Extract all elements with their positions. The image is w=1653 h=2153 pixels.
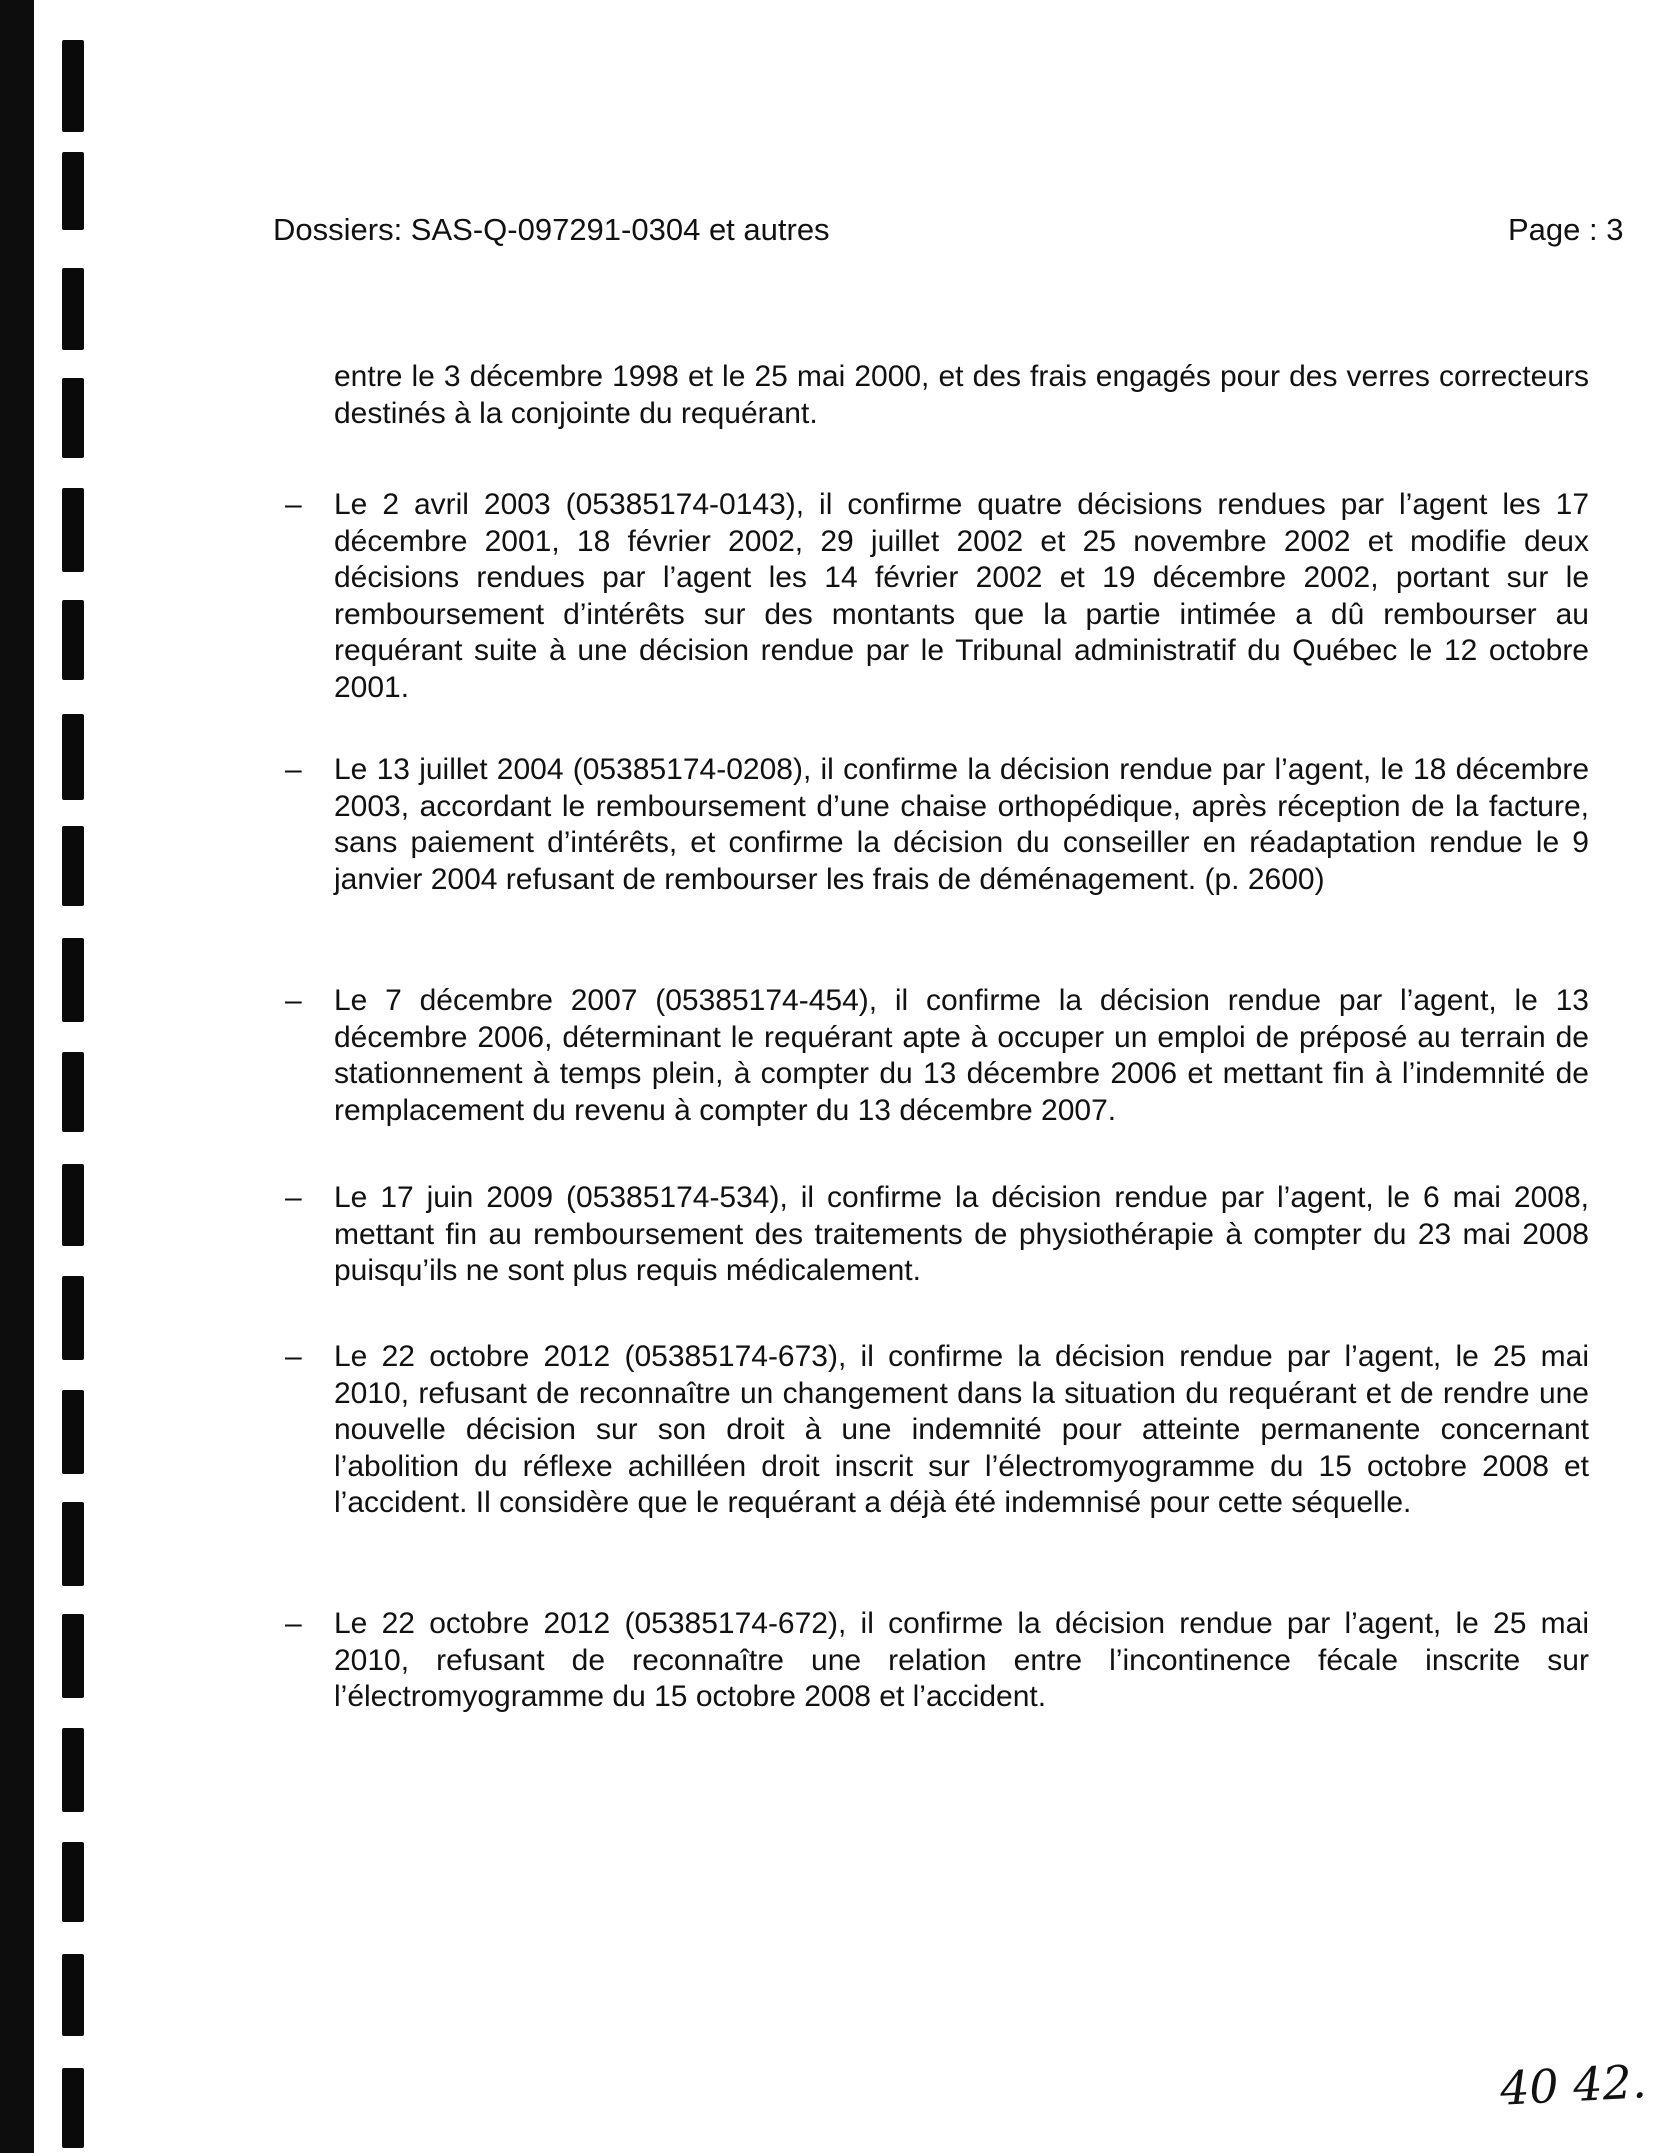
dossier-reference: Dossiers: SAS-Q-097291-0304 et autres xyxy=(273,212,830,247)
list-item-text: Le 13 juillet 2004 (05385174-0208), il confirme la décision rendue par l’agent, le 18 décembre 2003, accordant le remboursement d’une chaise orthopédique, après réception de la facture, sans paiement d’intérêts, et confirme la décision du conseiller en réadaptation rendue le 9 janvier 2004 refusant de rembourser les frais de déménagement. (p. 2600) xyxy=(334,753,1589,896)
punch-mark xyxy=(62,1842,84,1922)
punch-mark xyxy=(62,1728,84,1812)
list-bullet: – xyxy=(285,753,302,786)
punch-mark xyxy=(62,1502,84,1586)
continuation-paragraph: entre le 3 décembre 1998 et le 25 mai 2000, et des frais engagés pour des verres correcteurs destinés à la conjointe du requérant. xyxy=(334,360,1589,430)
list-bullet: – xyxy=(285,1340,302,1373)
punch-mark xyxy=(62,600,84,680)
punch-mark xyxy=(62,378,84,458)
list-bullet: – xyxy=(285,984,302,1017)
list-item-text: Le 22 octobre 2012 (05385174-673), il confirme la décision rendue par l’agent, le 25 mai 2010, refusant de reconnaître un changement dans la situation du requérant et de rendre une nouvelle décision sur son droit à une indemnité pour atteinte permanente concernant l’abolition du réflexe achilléen droit inscrit sur l’électromyogramme du 15 octobre 2008 et l’accident. Il considère que le requérant a déjà été indemnisé pour cette séquelle. xyxy=(334,1340,1589,1519)
punch-mark xyxy=(62,2068,84,2148)
punch-mark xyxy=(62,152,84,230)
list-item-text: Le 2 avril 2003 (05385174-0143), il confirme quatre décisions rendues par l’agent les 17 décembre 2001, 18 février 2002, 29 juillet 2002 et 25 novembre 2002 et modifie deux décisions rendues par l’agent les 14 février 2002 et 19 décembre 2002, portant sur le remboursement d’intérêts sur des montants que la partie intimée a dû rembourser au requérant suite à une décision rendue par le Tribunal administratif du Québec le 12 octobre 2001. xyxy=(334,488,1589,704)
punch-mark xyxy=(62,268,84,350)
punch-mark xyxy=(62,938,84,1022)
list-item-text: Le 22 octobre 2012 (05385174-672), il confirme la décision rendue par l’agent, le 25 mai 2010, refusant de reconnaître une relation entre l’incontinence fécale inscrite sur l’électromyogramme du 15 octobre 2008 et l’accident. xyxy=(334,1607,1589,1713)
list-bullet: – xyxy=(285,1181,302,1214)
page-number: Page : 3 xyxy=(1508,212,1624,247)
punch-mark xyxy=(62,1052,84,1132)
punch-mark xyxy=(62,1390,84,1474)
binding-strip xyxy=(0,0,34,2153)
list-bullet: – xyxy=(285,1607,302,1640)
punch-mark xyxy=(62,826,84,906)
punch-mark xyxy=(62,488,84,572)
punch-mark xyxy=(62,1164,84,1246)
list-item-text: Le 17 juin 2009 (05385174-534), il confirme la décision rendue par l’agent, le 6 mai 2008, mettant fin au remboursement des traitements de physiothérapie à compter du 23 mai 2008 puisqu’ils ne sont plus requis médicalement. xyxy=(334,1181,1589,1287)
punch-mark xyxy=(62,1954,84,2036)
punch-mark xyxy=(62,714,84,800)
punch-mark xyxy=(62,1614,84,1698)
punch-mark xyxy=(62,1276,84,1360)
handwritten-page-number: 40 42. xyxy=(1498,2054,1648,2116)
list-item-text: Le 7 décembre 2007 (05385174-454), il confirme la décision rendue par l’agent, le 13 décembre 2006, déterminant le requérant apte à occuper un emploi de préposé au terrain de stationnement à temps plein, à compter du 13 décembre 2006 et mettant fin à l’indemnité de remplacement du revenu à compter du 13 décembre 2007. xyxy=(334,984,1589,1127)
list-bullet: – xyxy=(285,488,302,521)
punch-mark xyxy=(62,40,84,132)
